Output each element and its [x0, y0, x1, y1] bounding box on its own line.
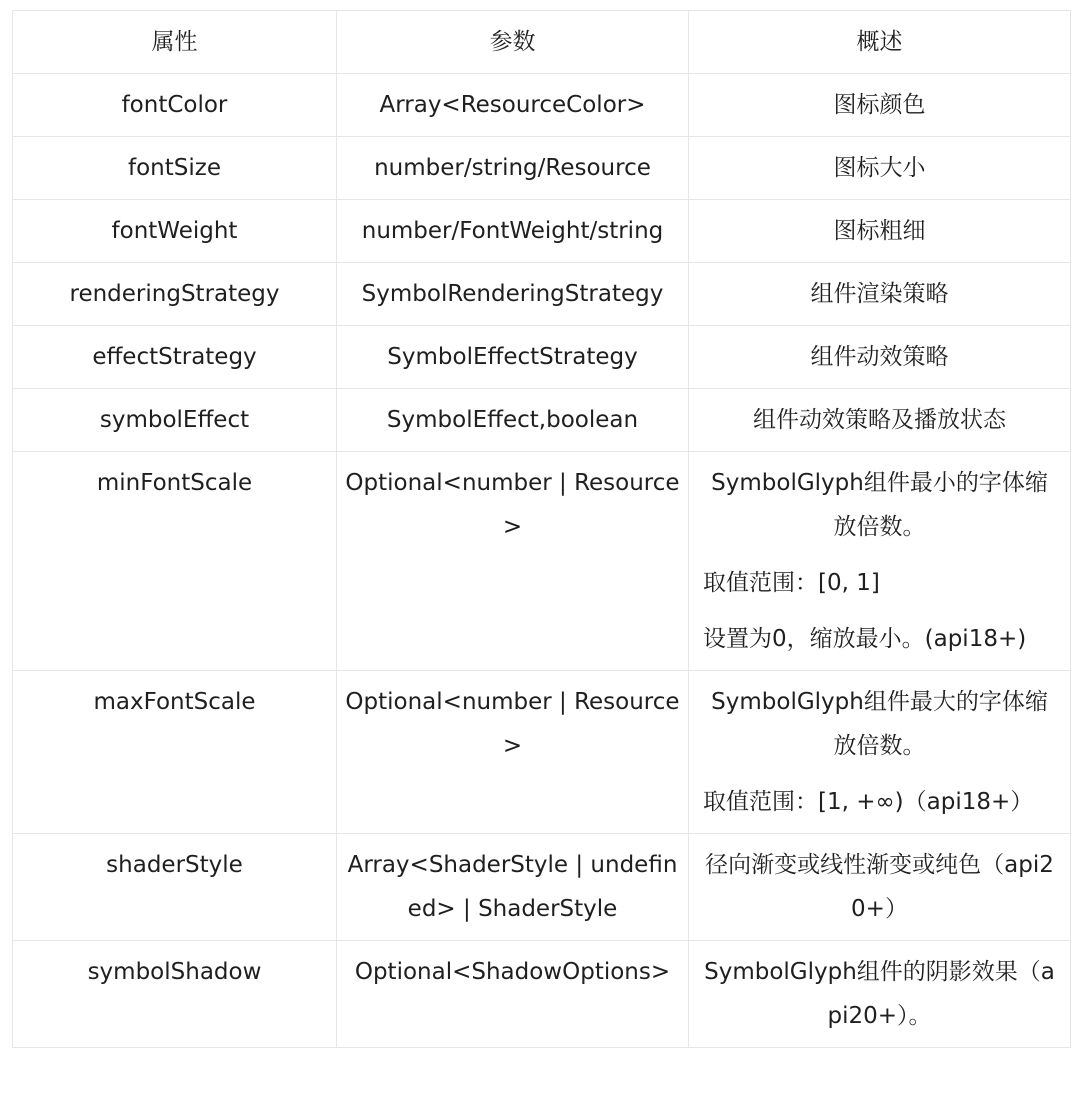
parameter-cell: number/string/Resource — [337, 137, 689, 200]
attribute-cell: fontWeight — [13, 200, 337, 263]
attribute-cell: maxFontScale — [13, 671, 337, 834]
table-row — [13, 671, 1071, 834]
description-text: 图标大小 — [833, 155, 926, 181]
table-row — [13, 452, 1071, 671]
attribute-cell: renderingStrategy — [13, 263, 337, 326]
parameter-cell: number/FontWeight/string — [337, 200, 689, 263]
attribute-cell: symbolEffect — [13, 389, 337, 452]
table-row — [13, 200, 1071, 263]
description-cell — [689, 200, 1071, 263]
table-row — [13, 137, 1071, 200]
parameter-cell: SymbolEffect,boolean — [337, 389, 689, 452]
description-cell — [689, 137, 1071, 200]
parameter-cell: SymbolEffectStrategy — [337, 326, 689, 389]
attribute-cell: fontColor — [13, 74, 337, 137]
table-row — [13, 834, 1071, 941]
table-header-row — [13, 11, 1071, 74]
parameter-cell: Optional<number | Resource> — [337, 671, 689, 834]
table-row — [13, 326, 1071, 389]
description-text: 图标粗细 — [833, 218, 926, 244]
description-text: 组件动效策略 — [810, 344, 949, 370]
description-cell — [689, 74, 1071, 137]
description-text: 组件渲染策略 — [810, 281, 949, 307]
attribute-cell: effectStrategy — [13, 326, 337, 389]
description-cell — [689, 263, 1071, 326]
table-row — [13, 389, 1071, 452]
description-cell — [689, 389, 1071, 452]
table-row — [13, 263, 1071, 326]
table-row — [13, 941, 1071, 1048]
header-description: 概述 — [689, 11, 1071, 74]
description-cell — [689, 834, 1071, 941]
description-cell — [689, 326, 1071, 389]
note-text: 设置为0，缩放最小。(api18+) — [703, 626, 1027, 652]
description-text: SymbolGlyph组件的阴影效果（api20+）。 — [704, 959, 1055, 1029]
description-cell — [689, 452, 1071, 671]
description-text: SymbolGlyph组件最大的字体缩放倍数。 — [711, 689, 1048, 759]
properties-table — [12, 10, 1071, 1048]
value-range-text: 取值范围：[0, 1] — [703, 570, 880, 596]
description-text: 组件动效策略及播放状态 — [753, 407, 1006, 433]
parameter-cell: Optional<ShadowOptions> — [337, 941, 689, 1048]
description-text: SymbolGlyph组件最小的字体缩放倍数。 — [711, 470, 1048, 540]
attribute-cell: fontSize — [13, 137, 337, 200]
parameter-cell: SymbolRenderingStrategy — [337, 263, 689, 326]
attribute-cell: shaderStyle — [13, 834, 337, 941]
description-cell — [689, 941, 1071, 1048]
description-cell — [689, 671, 1071, 834]
value-range-text: 取值范围：[1, +∞)（api18+） — [703, 789, 1034, 815]
attribute-cell: symbolShadow — [13, 941, 337, 1048]
table-row — [13, 74, 1071, 137]
description-text: 图标颜色 — [833, 92, 926, 118]
parameter-cell: Array<ResourceColor> — [337, 74, 689, 137]
parameter-cell: Array<ShaderStyle | undefined> | ShaderStyle — [337, 834, 689, 941]
description-text: 径向渐变或线性渐变或纯色（api20+） — [705, 852, 1054, 922]
header-parameter: 参数 — [337, 11, 689, 74]
attribute-cell: minFontScale — [13, 452, 337, 671]
header-attribute: 属性 — [13, 11, 337, 74]
parameter-cell: Optional<number | Resource> — [337, 452, 689, 671]
